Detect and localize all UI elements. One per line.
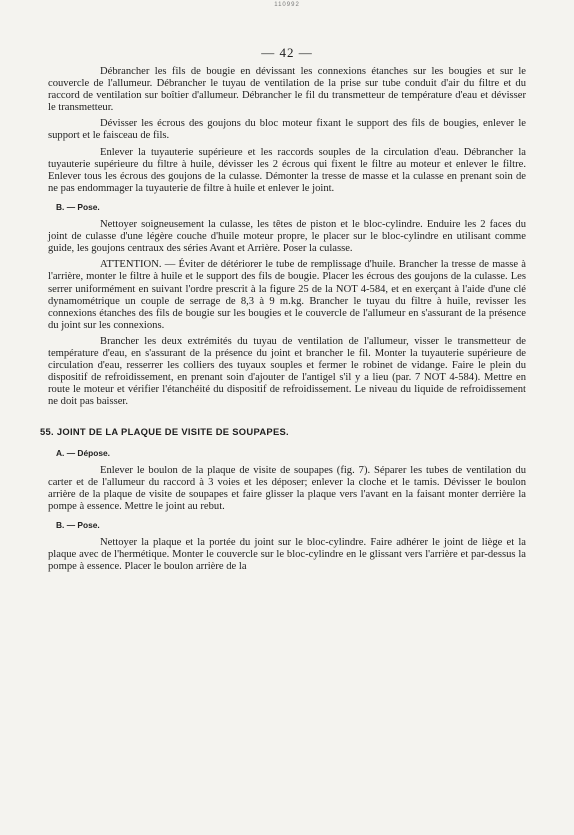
subsection-heading: B. — Pose. xyxy=(56,520,100,530)
top-mark: 110992 xyxy=(274,2,300,8)
paragraph: Nettoyer soigneusement la culasse, les têtes de piston et le bloc-cylindre. Enduire les 2 faces du joint de culasse d'une légère couche d'huile moteur propre, le placer sur le bloc-cylindre en utilisant comme guide, les goujons centraux des séries Avant et Arrière. Poser la culasse. xyxy=(48,219,526,255)
paragraph: Brancher les deux extrémités du tuyau de ventilation de l'allumeur, visser le transmetteur de température d'eau, en s'assurant de la présence du joint et brancher le fil. Monter la tuyauterie supérieure de circulation d'eau, resserrer les colliers des tuyaux souples et fermer le robinet de vidange. Faire le plein du dispositif de refroidissement, en prenant soin d'ajouter de l'antigel s'il y a lieu (par. 7 NOT 4-584). Mettre en route le moteur et vérifier l'étanchéité du dispositif de refroidissement. Le niveau du liquide de refroidissement ne doit pas baisser. xyxy=(48,335,526,408)
paragraph: Débrancher les fils de bougie en dévissant les connexions étanches sur les bougies et sur le couvercle de l'allumeur. Débrancher le tuyau de ventilation de la prise sur tube conduit d'air du filtre et du raccord de ventilation sur boîtier d'allumeur. Débrancher le fil du transmetteur de température d'eau et dévisser le transmetteur. xyxy=(48,66,526,114)
paragraph: ATTENTION. — Éviter de détériorer le tube de remplissage d'huile. Brancher la tresse de masse à l'arrière, monter le filtre à huile et le support des fils de bougie. Placer les écrous des goujons de la culasse. Les serrer uniformément en suivant l'ordre prescrit à la figure 25 de la NOT 4-584, et en exerçant à l'aide d'une clé dynamométrique un couple de serrage de 8,3 à 9 m.kg. Brancher le tuyau du filtre à huile, revisser les connexions étanches des fils de bougie sur les bougies et le couvercle de l'allumeur en s'assurant de la présence du joint sur les connexions. xyxy=(48,259,526,331)
subsection-heading: A. — Dépose. xyxy=(56,447,110,458)
body-text xyxy=(40,66,526,577)
paragraph: Nettoyer la plaque et la portée du joint sur le bloc-cylindre. Faire adhérer le joint de liège et la plaque avec de l'hermétique. Monter le couvercle sur le bloc-cylindre en le glissant vers l'arrière et par-dessus la pompe à essence. Placer le boulon arrière de la xyxy=(48,537,526,573)
subsection-heading: B. — Pose. xyxy=(56,201,100,212)
section-heading: 55. JOINT DE LA PLAQUE DE VISITE DE SOUPAPES. xyxy=(40,426,289,438)
page-number: — 42 — xyxy=(261,45,313,60)
paragraph: Enlever la tuyauterie supérieure et les raccords souples de la circulation d'eau. Débrancher la tuyauterie supérieure du filtre à huile, dévisser les 2 écrous qui fixent le filtre au moteur et enlever le filtre. Enlever tous les écrous des goujons de la culasse. Démonter la tresse de masse et la culasse en prenant soin de ne pas endommager la tuyauterie de filtre à huile et enlever le joint. xyxy=(48,146,526,194)
paragraph: Enlever le boulon de la plaque de visite de soupapes (fig. 7). Séparer les tubes de ventilation du carter et de l'allumeur du raccord à 3 voies et les déposer; enlever la cloche et le tamis. Dévisser le boulon arrière de la plaque de visite de soupapes et faire glisser la plaque vers l'avant en la faisant monter derrière la pompe à essence. Mettre le joint au rebut. xyxy=(48,464,526,512)
paragraph: Dévisser les écrous des goujons du bloc moteur fixant le support des fils de bougies, enlever le support et le faisceau de fils. xyxy=(48,118,526,142)
